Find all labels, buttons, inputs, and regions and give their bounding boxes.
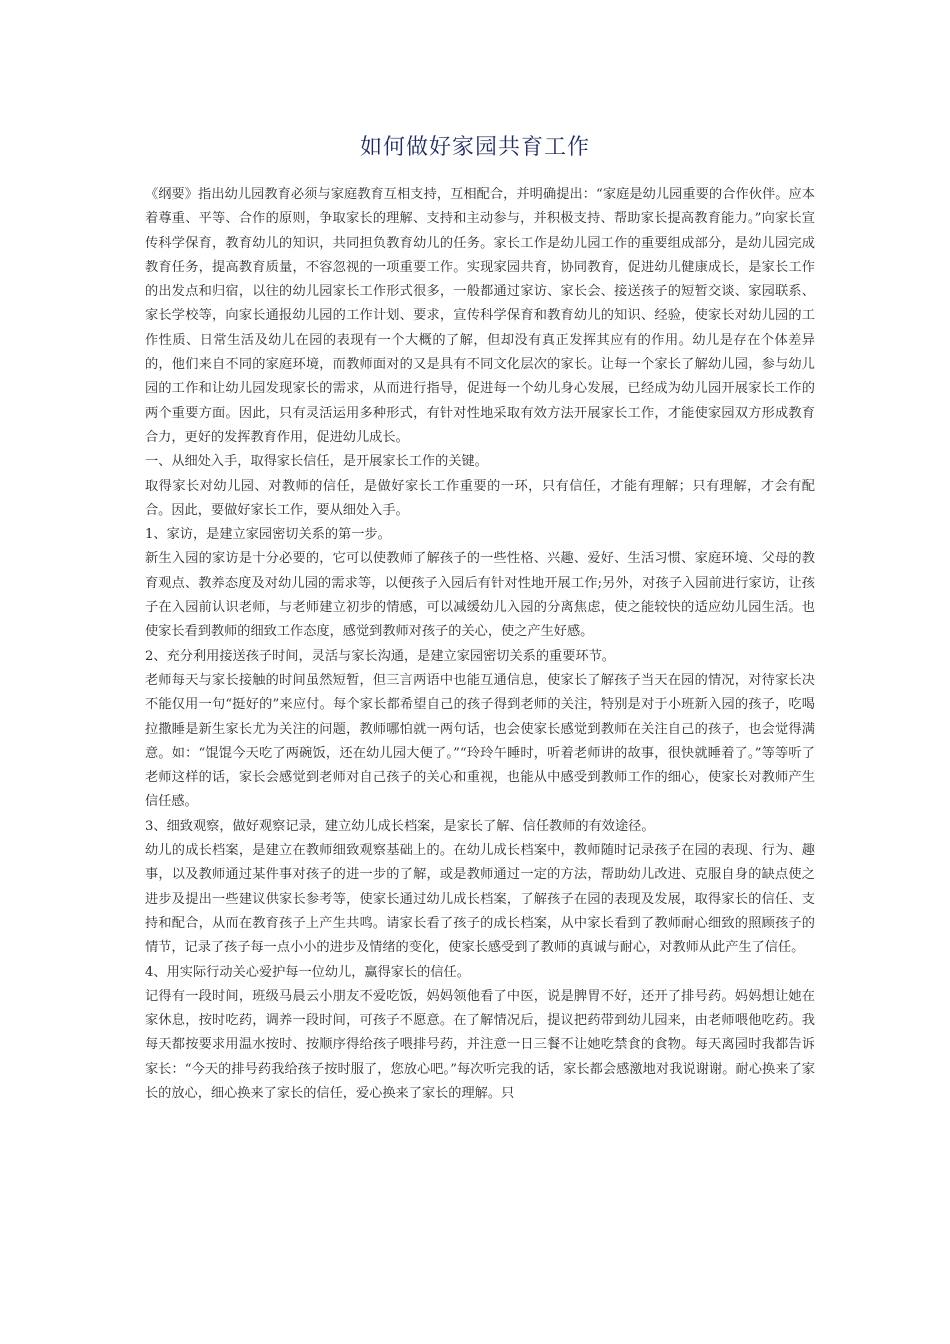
paragraph: 取得家长对幼儿园、对教师的信任，是做好家长工作重要的一环，只有信任，才能有理解；只有理解，才会有配合。因此，要做好家长工作，要从细处入手。	[145, 478, 815, 518]
paragraph: 幼儿的成长档案，是建立在教师细致观察基础上的。在幼儿成长档案中，教师随时记录孩子在园的表现、行为、趣事，以及教师通过某件事对孩子的进一步的了解，或是教师通过一定的方法，帮助幼儿改进、克服自身的缺点使之进步及提出一些建议供家长参考等，使家长通过幼儿成长档案，了解孩子在园的表现及发展，取得家长的信任、支持和配合，从而在教育孩子上产生共鸣。请家长看了孩子的成长档案，从中家长看到了教师耐心细致的照顾孩子的情节，记录了孩子每一点小小的进步及情绪的变化，使家长感受到了教师的真诚与耐心，对教师从此产生了信任。	[145, 843, 815, 956]
subsection-heading-2: 2、充分利用接送孩子时间，灵活与家长沟通，是建立家园密切关系的重要环节。	[145, 648, 615, 664]
subsection-heading-3: 3、细致观察，做好观察记录，建立幼儿成长档案，是家长了解、信任教师的有效途径。	[145, 818, 655, 834]
section-heading-1: 一、从细处入手，取得家长信任，是开展家长工作的关键。	[145, 454, 488, 470]
paragraph: 新生入园的家访是十分必要的，它可以使教师了解孩子的一些性格、兴趣、爱好、生活习惯、家庭环境、父母的教育观点、教养态度及对幼儿园的需求等，以便孩子入园后有针对性地开展工作;另外，对孩子入园前进行家访，让孩子在入园前认识老师，与老师建立初步的情感，可以减缓幼儿入园的分离焦虑，使之能较快的适应幼儿园生活。也使家长看到教师的细致工作态度，感觉到教师对孩子的关心，使之产生好感。	[145, 551, 815, 640]
paragraph: 老师每天与家长接触的时间虽然短暂，但三言两语中也能互通信息，使家长了解孩子当天在园的情况，对待家长决不能仅用一句“挺好的”来应付。每个家长都希望自己的孩子得到老师的关注，特别是对于小班新入园的孩子，吃喝拉撒睡是新生家长尤为关注的问题，教师哪怕就一两句话，也会使家长感觉到教师在关注自己的孩子，也会觉得满意。如：“馄馄今天吃了两碗饭，还在幼儿园大便了。”“玲玲午睡时，听着老师讲的故事，很快就睡着了。”等等听了老师这样的话，家长会感觉到老师对自己孩子的关心和重视，也能从中感受到教师工作的细心，使家长对教师产生信任感。	[145, 672, 815, 810]
paragraph-intro: 《纲要》指出幼儿园教育必须与家庭教育互相支持，互相配合，并明确提出：“家庭是幼儿园重要的合作伙伴。应本着尊重、平等、合作的原则，争取家长的理解、支持和主动参与，并积极支持、帮助家长提高教育能力。”向家长宣传科学保育，教育幼儿的知识，共同担负教育幼儿的任务。家长工作是幼儿园工作的重要组成部分，是幼儿园完成教育任务，提高教育质量，不容忽视的一项重要工作。实现家园共育，协同教育，促进幼儿健康成长，是家长工作的出发点和归宿，以往的幼儿园家长工作形式很多，一般都通过家访、家长会、接送孩子的短暂交谈、家园联系、家长学校等，向家长通报幼儿园的工作计划、要求，宣传科学保育和教育幼儿的知识、经验，使家长对幼儿园的工作性质、日常生活及幼儿在园的表现有一个大概的了解，但却没有真正发挥其应有的作用。幼儿是存在个体差异的，他们来自不同的家庭环境，而教师面对的又是具有不同文化层次的家长。让每一个家长了解幼儿园，参与幼儿园的工作和让幼儿园发现家长的需求，从而进行指导，促进每一个幼儿身心发展，已经成为幼儿园开展家长工作的两个重要方面。因此，只有灵活运用多种形式，有针对性地采取有效方法开展家长工作，才能使家园双方形成教育合力，更好的发挥教育作用，促进幼儿成长。	[145, 187, 815, 445]
paragraph: 记得有一段时间，班级马晨云小朋友不爱吃饭，妈妈领他看了中医，说是脾胃不好，还开了排号药。妈妈想让她在家休息，按时吃药，调养一段时间，可孩子不愿意。在了解情况后，提议把药带到幼儿园来，由老师喂他吃药。我每天都按要求用温水按时、按顺序得给孩子喂排号药，并注意一日三餐不让她吃禁食的食物。每天离园时我都告诉家长：“今天的排号药我给孩子按时服了，您放心吧。”每次听完我的话，家长都会感激地对我说谢谢。耐心换来了家长的放心，细心换来了家长的信任，爱心换来了家长的理解。只	[145, 988, 815, 1101]
document-title: 如何做好家园共育工作	[359, 135, 590, 160]
subsection-heading-4: 4、用实际行动关心爱护每一位幼儿，赢得家长的信任。	[145, 964, 470, 980]
document-body	[145, 183, 815, 1106]
subsection-heading-1: 1、家访，是建立家园密切关系的第一步。	[145, 527, 391, 543]
